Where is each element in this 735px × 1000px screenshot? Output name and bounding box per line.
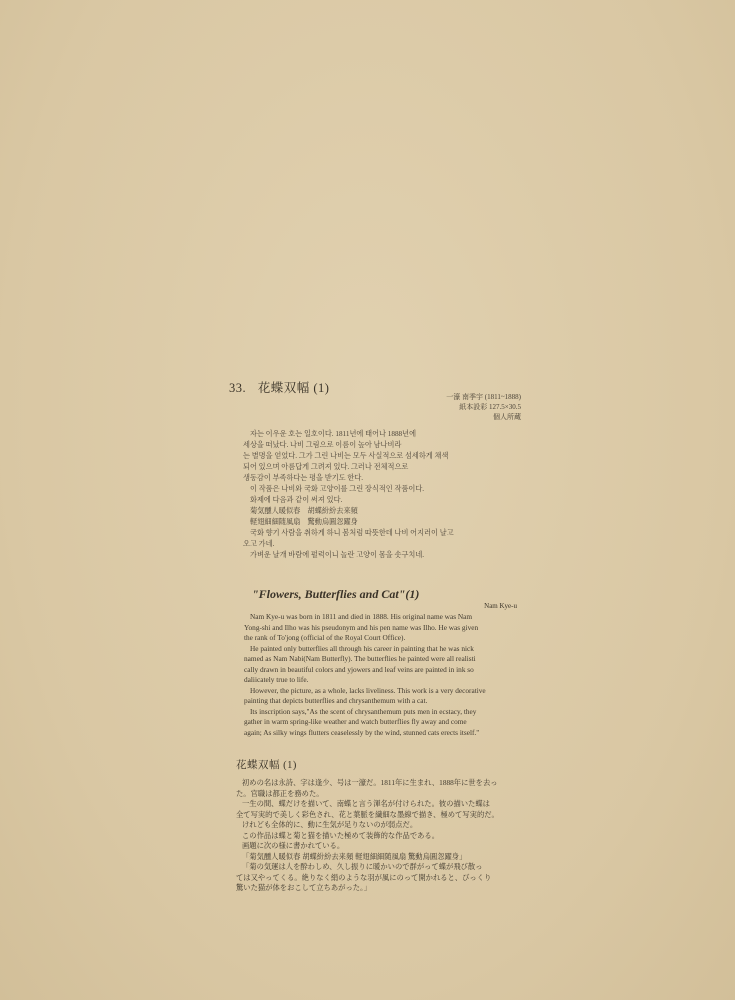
english-line: Nam Kye-u was born in 1811 and died in 1888. His original name was Nam <box>250 612 473 621</box>
korean-line: 되어 있으며 아름답게 그려져 있다. 그러나 전체적으로 <box>243 463 409 471</box>
japanese-line: けれども全体的に、動に生気が足りないのが弱点だ。 <box>242 820 418 829</box>
japanese-line: 驚いた猫が体をおこして立ちあがった。」 <box>236 883 371 892</box>
korean-line: 오고 가네. <box>243 540 275 548</box>
english-author: Nam Kye-u <box>484 602 517 610</box>
japanese-line: 全て写実的で美しく彩色され、花と葉脈を繊細な墨線で描き、極めて写実的だ。 <box>236 809 499 819</box>
korean-line: 는 별명을 얻었다. 그가 그린 나비는 모두 사실적으로 섬세하게 채색 <box>243 452 449 460</box>
english-line: the rank of To'jong (official of the Royal Court Office). <box>244 633 406 642</box>
english-line: gather in warm spring-like weather and watch butterflies fly away and come <box>244 717 467 726</box>
korean-line: 자는 이우운 호는 일호이다. 1811년에 태어나 1888년에 <box>250 430 417 438</box>
korean-line: 생동감이 부족하다는 평을 받기도 한다. <box>243 474 364 482</box>
japanese-description <box>236 778 536 894</box>
japanese-line: この作品は蝶と菊と猫を描いた極めて装飾的な作品である。 <box>242 830 440 840</box>
english-line: Yong-shi and Ilho was his pseudonym and his pen name was Ilho. He was given <box>244 622 479 632</box>
english-title: "Flowers, Butterflies and Cat"(1) <box>252 587 420 601</box>
japanese-line: 初めの名は永詩、字は逢少、号は一濠だ。1811年に生まれ、1888年に世を去っ <box>242 778 498 787</box>
japanese-line: 「菊の気運は人を酔わしめ、久し振りに暖かいので群がって蝶が飛び散っ <box>242 862 483 871</box>
poem-line: 菊気醺人暖似春 胡蝶紛紛去来頻 <box>250 507 358 515</box>
medium-line: 紙本設彩 127.5×30.5 <box>459 403 521 411</box>
japanese-line: た。官職は都正を務めた。 <box>236 788 324 798</box>
poem-line: 「菊気醺人暖似春 胡蝶紛紛去来頻 軽翅細細随風扇 驚動烏圓忽躍身」 <box>242 851 467 861</box>
japanese-line: 一生の間、蝶だけを描いて、南蝶と言う渾名が付けられた。彼の描いた蝶は <box>242 799 490 808</box>
korean-description <box>243 429 515 561</box>
korean-line: 가벼운 날개 바람에 펄럭이니 놀란 고양이 몸을 솟구치네. <box>250 551 425 559</box>
english-line: named as Nam Nabi(Nam Butterfly). The butterflies he painted were all realisti <box>244 654 476 663</box>
poem-line: 軽翅細細随風扇 驚動烏圓忽躍身 <box>250 518 358 526</box>
english-line: again; As silky wings flutters ceaselessly by the wind, stunned cats erects itself." <box>244 727 480 737</box>
artwork-meta <box>446 392 521 422</box>
english-line: However, the picture, as a whole, lacks liveliness. This work is a very decorative <box>250 685 486 695</box>
english-line: cally drawn in beautiful colors and yjowers and leaf veins are painted in ink so <box>244 664 474 674</box>
english-description <box>244 612 532 738</box>
artist-line: 一濠 南季宇 (1811~1888) <box>446 393 521 401</box>
english-line: Its inscription says,"As the scent of chrysanthemum puts men in ecstacy, they <box>250 706 477 716</box>
entry-number: 33. <box>229 381 247 395</box>
korean-line: 화제에 다음과 같이 써져 있다. <box>250 496 343 504</box>
english-line: painting that depicts butterflies and chrysanthemum with a cat. <box>244 696 428 705</box>
korean-line: 이 작품은 나비와 국화 고양이를 그린 장식적인 작품이다. <box>250 485 425 493</box>
japanese-line: ては又やってくる。絶りなく絹のような羽が風にのって開かれると、びっくり <box>236 872 492 882</box>
entry-heading <box>229 378 329 396</box>
english-line: He painted only butterflies all through his career in painting that he was nick <box>250 643 474 653</box>
owner-line: 個人所蔵 <box>493 413 521 421</box>
korean-line: 국화 향기 사람을 취하게 하니 봄처럼 따뜻한데 나비 어지러이 날고 <box>250 529 454 537</box>
japanese-title: 花蝶双幅 (1) <box>236 760 297 771</box>
korean-line: 세상을 떠났다. 나비 그림으로 이름이 높아 남나비라 <box>243 441 402 449</box>
entry-title-korean: 花蝶双幅 (1) <box>257 381 330 395</box>
japanese-line: 画題に次の様に書かれている。 <box>242 841 345 850</box>
english-line: daliicately true to life. <box>244 675 309 684</box>
